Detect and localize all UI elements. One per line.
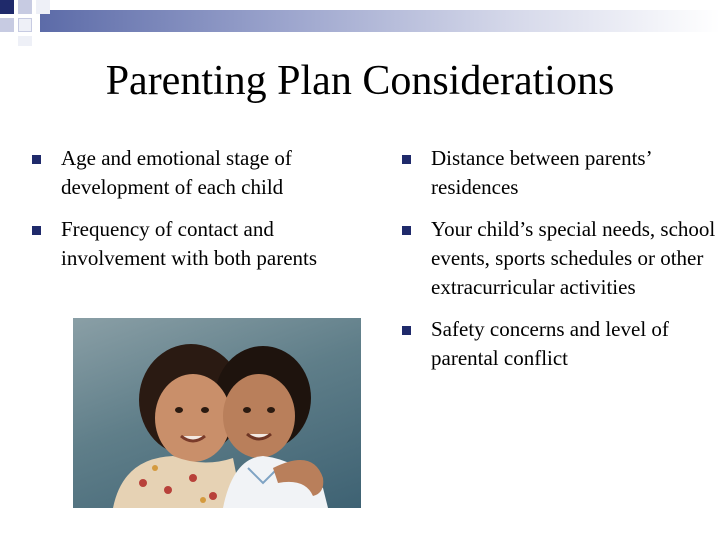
square-bullet-icon: [32, 226, 41, 235]
list-item: [400, 215, 718, 302]
square-bullet-icon: [402, 226, 411, 235]
header-square: [0, 18, 14, 32]
children-photo: [73, 318, 361, 508]
list-item: [30, 215, 375, 273]
left-bullet-list: [30, 144, 375, 286]
right-bullet-list: [400, 144, 718, 386]
slide-title: Parenting Plan Considerations: [105, 58, 615, 104]
square-bullet-icon: [32, 155, 41, 164]
list-item-text: Your child’s special needs, school events, sports schedules or other extracurricular activities: [431, 217, 716, 299]
square-bullet-icon: [402, 326, 411, 335]
list-item: [400, 315, 718, 373]
list-item: [30, 144, 375, 202]
square-bullet-icon: [402, 155, 411, 164]
list-item-text: Frequency of contact and involvement with both parents: [61, 217, 318, 270]
header-square: [0, 0, 14, 14]
header-gradient-bar: [40, 10, 720, 32]
list-item: [400, 144, 718, 202]
header-square: [18, 36, 32, 46]
header-square: [18, 18, 32, 32]
children-photo-illustration: [73, 318, 361, 508]
header-square: [18, 0, 32, 14]
list-item-text: Distance between parents’ residences: [431, 146, 652, 199]
header-square: [36, 0, 50, 14]
list-item-text: Age and emotional stage of development of each child: [61, 146, 292, 199]
list-item-text: Safety concerns and level of parental conflict: [431, 317, 669, 370]
